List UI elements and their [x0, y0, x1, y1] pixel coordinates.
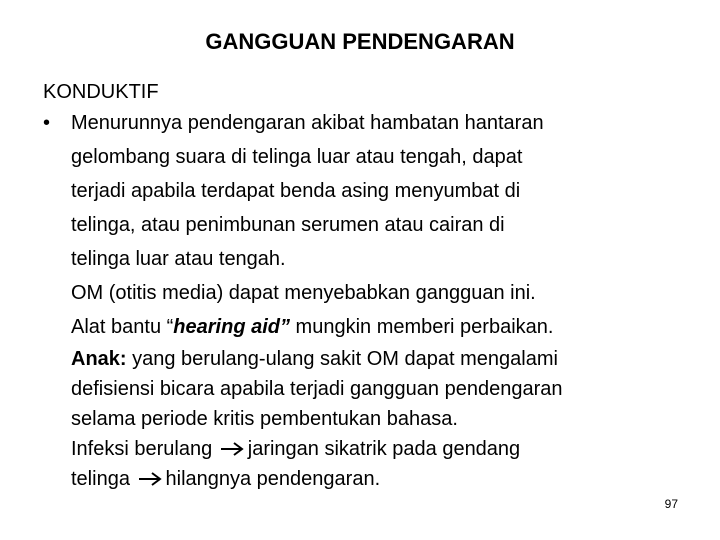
- text-run: Infeksi berulang: [71, 438, 218, 460]
- text-run: jaringan sikatrik pada gendang: [247, 438, 521, 460]
- slide-title: GANGGUAN PENDENGARAN: [205, 29, 515, 54]
- slide-body: [43, 78, 683, 494]
- text-run: hilangnya pendengaran.: [165, 468, 381, 490]
- text-line: [71, 434, 683, 464]
- page-number: 97: [664, 497, 678, 511]
- text-run: Alat bantu “: [71, 316, 174, 338]
- text-line: defisiensi bicara apabila terjadi gangguan pendengaran: [71, 378, 563, 400]
- bullet-marker: •: [43, 112, 51, 134]
- text-line: gelombang suara di telinga luar atau tengah, dapat: [71, 146, 523, 168]
- text-line: [71, 310, 683, 344]
- right-arrow-icon: [218, 442, 248, 456]
- text-run: mungkin memberi perbaikan.: [290, 316, 554, 338]
- text-run: yang berulang-ulang sakit OM dapat mengalami: [126, 348, 558, 370]
- section-heading: KONDUKTIF: [43, 81, 159, 103]
- bullet-item: [43, 106, 683, 494]
- text-run: telinga: [71, 468, 136, 490]
- text-line: Menurunnya pendengaran akibat hambatan hantaran: [71, 112, 544, 134]
- text-line: telinga, atau penimbunan serumen atau cairan di: [71, 214, 505, 236]
- text-line: [71, 344, 683, 374]
- text-line: OM (otitis media) dapat menyebabkan gangguan ini.: [71, 282, 536, 304]
- right-arrow-icon: [136, 472, 166, 486]
- text-line: [71, 464, 683, 494]
- text-line: selama periode kritis pembentukan bahasa.: [71, 408, 458, 430]
- text-line: telinga luar atau tengah.: [71, 248, 286, 270]
- bold-label: Anak:: [71, 348, 127, 370]
- emphasis-text: hearing aid”: [173, 316, 290, 338]
- text-line: terjadi apabila terdapat benda asing menyumbat di: [71, 180, 521, 202]
